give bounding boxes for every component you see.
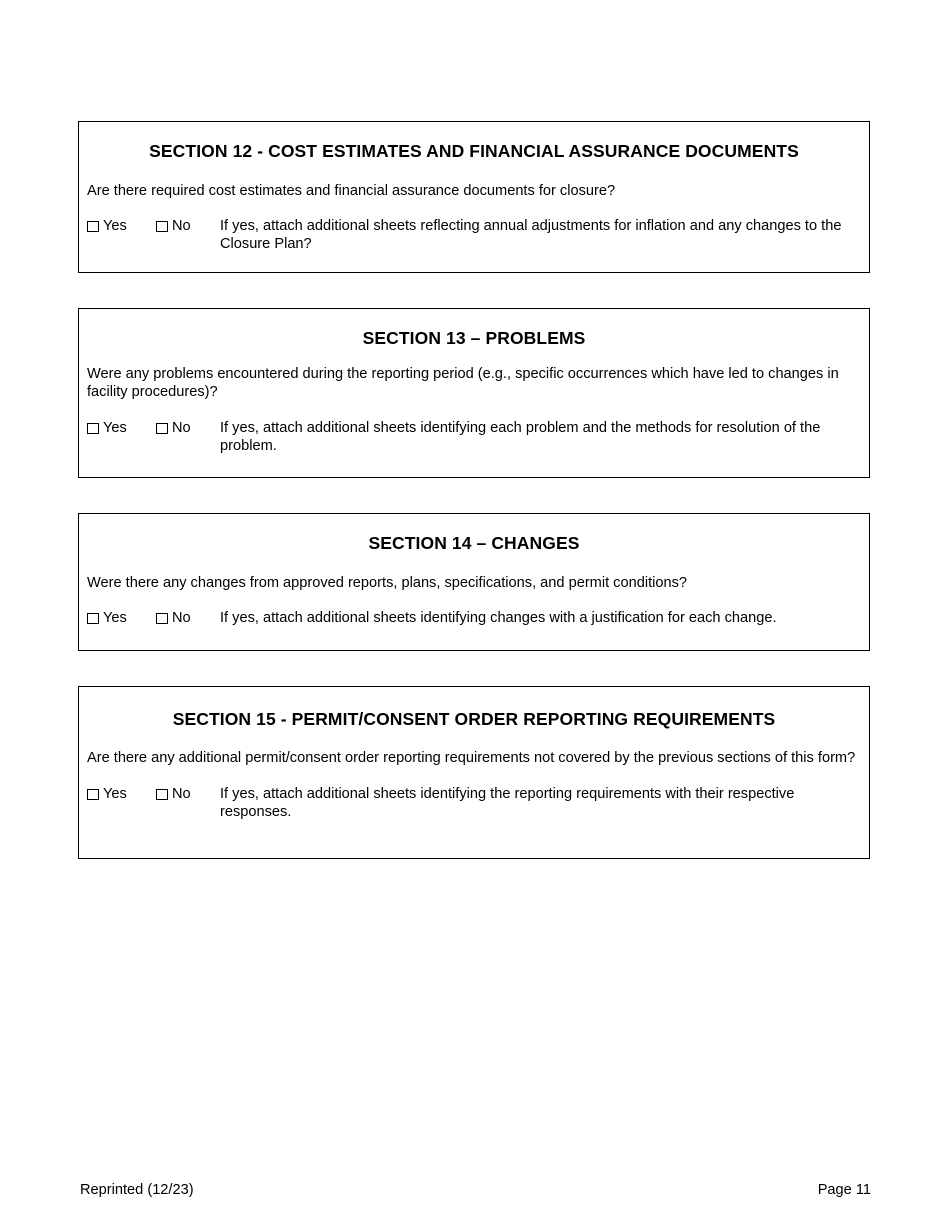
section-title: SECTION 14 – CHANGES (368, 533, 580, 553)
no-label: No (172, 610, 191, 626)
no-label: No (172, 420, 191, 436)
section-title: SECTION 15 - PERMIT/CONSENT ORDER REPORTING REQUIREMENTS (172, 709, 776, 729)
section-instruction: If yes, attach additional sheets reflecting annual adjustments for inflation and any changes to the Closure Plan? (220, 218, 842, 252)
checkbox-icon[interactable] (156, 221, 168, 232)
answer-row (87, 609, 861, 627)
footer-reprint-date: Reprinted (12/23) (80, 1182, 194, 1198)
checkbox-icon[interactable] (156, 789, 168, 800)
section-title: SECTION 13 – PROBLEMS (362, 328, 586, 348)
checkbox-icon[interactable] (156, 613, 168, 624)
yes-checkbox[interactable] (87, 785, 156, 803)
checkbox-icon[interactable] (87, 221, 99, 232)
section-question: Are there required cost estimates and financial assurance documents for closure? (87, 183, 616, 199)
section-question: Were there any changes from approved reports, plans, specifications, and permit conditions? (87, 575, 688, 591)
yes-label: Yes (103, 218, 127, 234)
checkbox-icon[interactable] (87, 789, 99, 800)
yes-label: Yes (103, 786, 127, 802)
checkbox-icon[interactable] (87, 423, 99, 434)
yes-checkbox[interactable] (87, 217, 156, 235)
section-14 (78, 513, 870, 651)
no-label: No (172, 786, 191, 802)
answer-row (87, 217, 861, 253)
section-question: Are there any additional permit/consent order reporting requirements not covered by the previous sections of this form? (87, 750, 856, 766)
answer-row (87, 419, 861, 455)
yes-checkbox[interactable] (87, 609, 156, 627)
no-checkbox[interactable] (156, 419, 220, 437)
no-checkbox[interactable] (156, 609, 220, 627)
no-label: No (172, 218, 191, 234)
section-15 (78, 686, 870, 859)
section-13 (78, 308, 870, 478)
section-title: SECTION 12 - COST ESTIMATES AND FINANCIAL ASSURANCE DOCUMENTS (149, 141, 799, 161)
no-checkbox[interactable] (156, 785, 220, 803)
answer-row (87, 785, 861, 821)
checkbox-icon[interactable] (156, 423, 168, 434)
checkbox-icon[interactable] (87, 613, 99, 624)
footer-page-number: Page 11 (817, 1182, 871, 1198)
section-question: Were any problems encountered during the reporting period (e.g., specific occurrences which have led to changes in facility procedures)? (87, 366, 839, 400)
section-instruction: If yes, attach additional sheets identifying each problem and the methods for resolution of the problem. (220, 420, 821, 454)
section-12 (78, 121, 870, 273)
yes-checkbox[interactable] (87, 419, 156, 437)
yes-label: Yes (103, 610, 127, 626)
section-instruction: If yes, attach additional sheets identifying changes with a justification for each change. (220, 610, 777, 626)
section-instruction: If yes, attach additional sheets identifying the reporting requirements with their respective responses. (220, 786, 795, 820)
no-checkbox[interactable] (156, 217, 220, 235)
yes-label: Yes (103, 420, 127, 436)
